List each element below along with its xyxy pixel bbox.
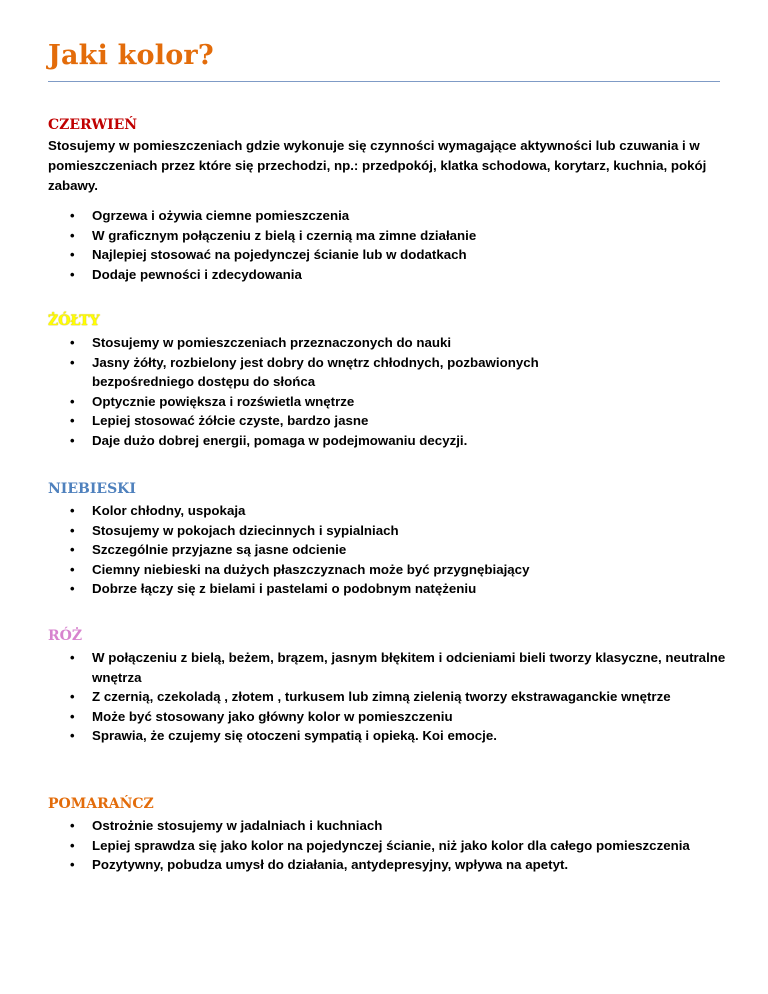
bullet-icon: • — [70, 247, 75, 262]
bullet-icon: • — [70, 689, 75, 704]
section-pomarancz — [48, 795, 728, 875]
list-item-text: Dobrze łączy się z bielami i pastelami o podobnym natężeniu — [92, 581, 477, 596]
bullet-icon: • — [70, 818, 75, 833]
list-item-text: Kolor chłodny, uspokaja — [92, 503, 246, 518]
list-item-text: Z czernią, czekoladą , złotem , turkusem lub zimną zielenią tworzy ekstrawaganckie wnętrze — [92, 689, 671, 704]
list-item — [48, 226, 728, 246]
list-item-text: Najlepiej stosować na pojedynczej ścianie lub w dodatkach — [92, 247, 467, 262]
list-item — [48, 579, 728, 599]
list-item — [48, 726, 728, 746]
section-czerwien — [48, 116, 728, 284]
list-item — [48, 353, 728, 392]
list-item — [48, 206, 728, 226]
bullet-icon: • — [70, 393, 75, 409]
list-item-text: Optycznie powiększa i rozświetla wnętrze — [92, 393, 355, 409]
bullet-icon: • — [70, 335, 75, 350]
list-item-text: Może być stosowany jako główny kolor w pomieszczeniu — [92, 708, 453, 724]
title-underline — [48, 81, 720, 82]
section-intro-czerwien: Stosujemy w pomieszczeniach gdzie wykonuje się czynności wymagające aktywności lub czuwania i w pomieszczeniach przez które się przechodzi, np.: przedpokój, klatka schodowa, korytarz, kuchnia, pokój zabawy. — [48, 138, 707, 193]
list-item-text: Stosujemy w pomieszczeniach przeznaczonych do nauki — [92, 335, 452, 350]
list-item — [48, 501, 728, 521]
bullet-list-zolty — [48, 333, 728, 450]
bullet-icon: • — [70, 650, 75, 665]
list-item-text: W graficznym połączeniu z bielą i czernią ma zimne działanie — [92, 227, 477, 243]
list-item — [48, 392, 728, 412]
bullet-icon: • — [70, 708, 75, 724]
list-item-text: Lepiej stosować żółcie czyste, bardzo jasne — [92, 413, 369, 428]
list-item-text: Ogrzewa i ożywia ciemne pomieszczenia — [92, 208, 350, 223]
list-item — [48, 707, 728, 727]
section-heading-roz: RÓŻ — [48, 628, 83, 644]
list-item — [48, 648, 728, 687]
list-item — [48, 687, 728, 707]
bullet-icon: • — [70, 581, 75, 596]
list-item-text: Jasny żółty, rozbielony jest dobry do wnętrz chłodnych, pozbawionych bezpośredniego dostępu do słońca — [92, 354, 539, 389]
list-item-text: Daje dużo dobrej energii, pomaga w podejmowaniu decyzji. — [92, 432, 468, 448]
list-item — [48, 333, 728, 353]
page-title: Jaki kolor? — [48, 40, 214, 71]
list-item — [48, 836, 728, 856]
section-heading-pomarancz: POMARAŃCZ — [48, 796, 154, 812]
bullet-icon: • — [70, 413, 75, 428]
list-item-text: Szczególnie przyjazne są jasne odcienie — [92, 542, 347, 557]
bullet-list-pomarancz — [48, 816, 728, 875]
list-item-text: Sprawia, że czujemy się otoczeni sympatią i opieką. Koi emocje. — [92, 728, 497, 743]
list-item-text: Dodaje pewności i zdecydowania — [92, 266, 302, 282]
list-item-text: Pozytywny, pobudza umysł do działania, antydepresyjny, wpływa na apetyt. — [92, 857, 569, 872]
bullet-list-niebieski — [48, 501, 728, 599]
section-heading-zolty: ŻÓŁTY — [48, 313, 100, 329]
list-item — [48, 560, 728, 580]
bullet-icon: • — [70, 432, 75, 448]
list-item — [48, 540, 728, 560]
section-heading-niebieski: NIEBIESKI — [48, 481, 136, 497]
list-item — [48, 431, 728, 451]
section-heading-czerwien: CZERWIEŃ — [48, 117, 138, 133]
bullet-icon: • — [70, 354, 75, 370]
list-item — [48, 521, 728, 541]
list-item — [48, 411, 728, 431]
bullet-icon: • — [70, 522, 75, 538]
bullet-icon: • — [70, 266, 75, 282]
list-item — [48, 816, 728, 836]
list-item-text: W połączeniu z bielą, beżem, brązem, jasnym błękitem i odcieniami bieli tworzy klasyczne, neutralne wnętrza — [92, 650, 726, 685]
list-item — [48, 855, 728, 875]
bullet-icon: • — [70, 837, 75, 853]
list-item — [48, 245, 728, 265]
section-niebieski — [48, 480, 728, 599]
bullet-icon: • — [70, 857, 75, 872]
list-item — [48, 265, 728, 285]
bullet-list-czerwien — [48, 206, 728, 284]
list-item-text: Stosujemy w pokojach dziecinnych i sypialniach — [92, 522, 399, 538]
list-item-text: Ciemny niebieski na dużych płaszczyznach może być przygnębiający — [92, 561, 530, 577]
bullet-icon: • — [70, 561, 75, 577]
bullet-list-roz — [48, 648, 728, 746]
bullet-icon: • — [70, 542, 75, 557]
bullet-icon: • — [70, 728, 75, 743]
list-item-text: Lepiej sprawdza się jako kolor na pojedynczej ścianie, niż jako kolor dla całego pomieszczenia — [92, 837, 690, 853]
section-zolty — [48, 312, 728, 450]
bullet-icon: • — [70, 227, 75, 243]
bullet-icon: • — [70, 208, 75, 223]
list-item-text: Ostrożnie stosujemy w jadalniach i kuchniach — [92, 818, 383, 833]
bullet-icon: • — [70, 503, 75, 518]
section-roz — [48, 627, 728, 746]
